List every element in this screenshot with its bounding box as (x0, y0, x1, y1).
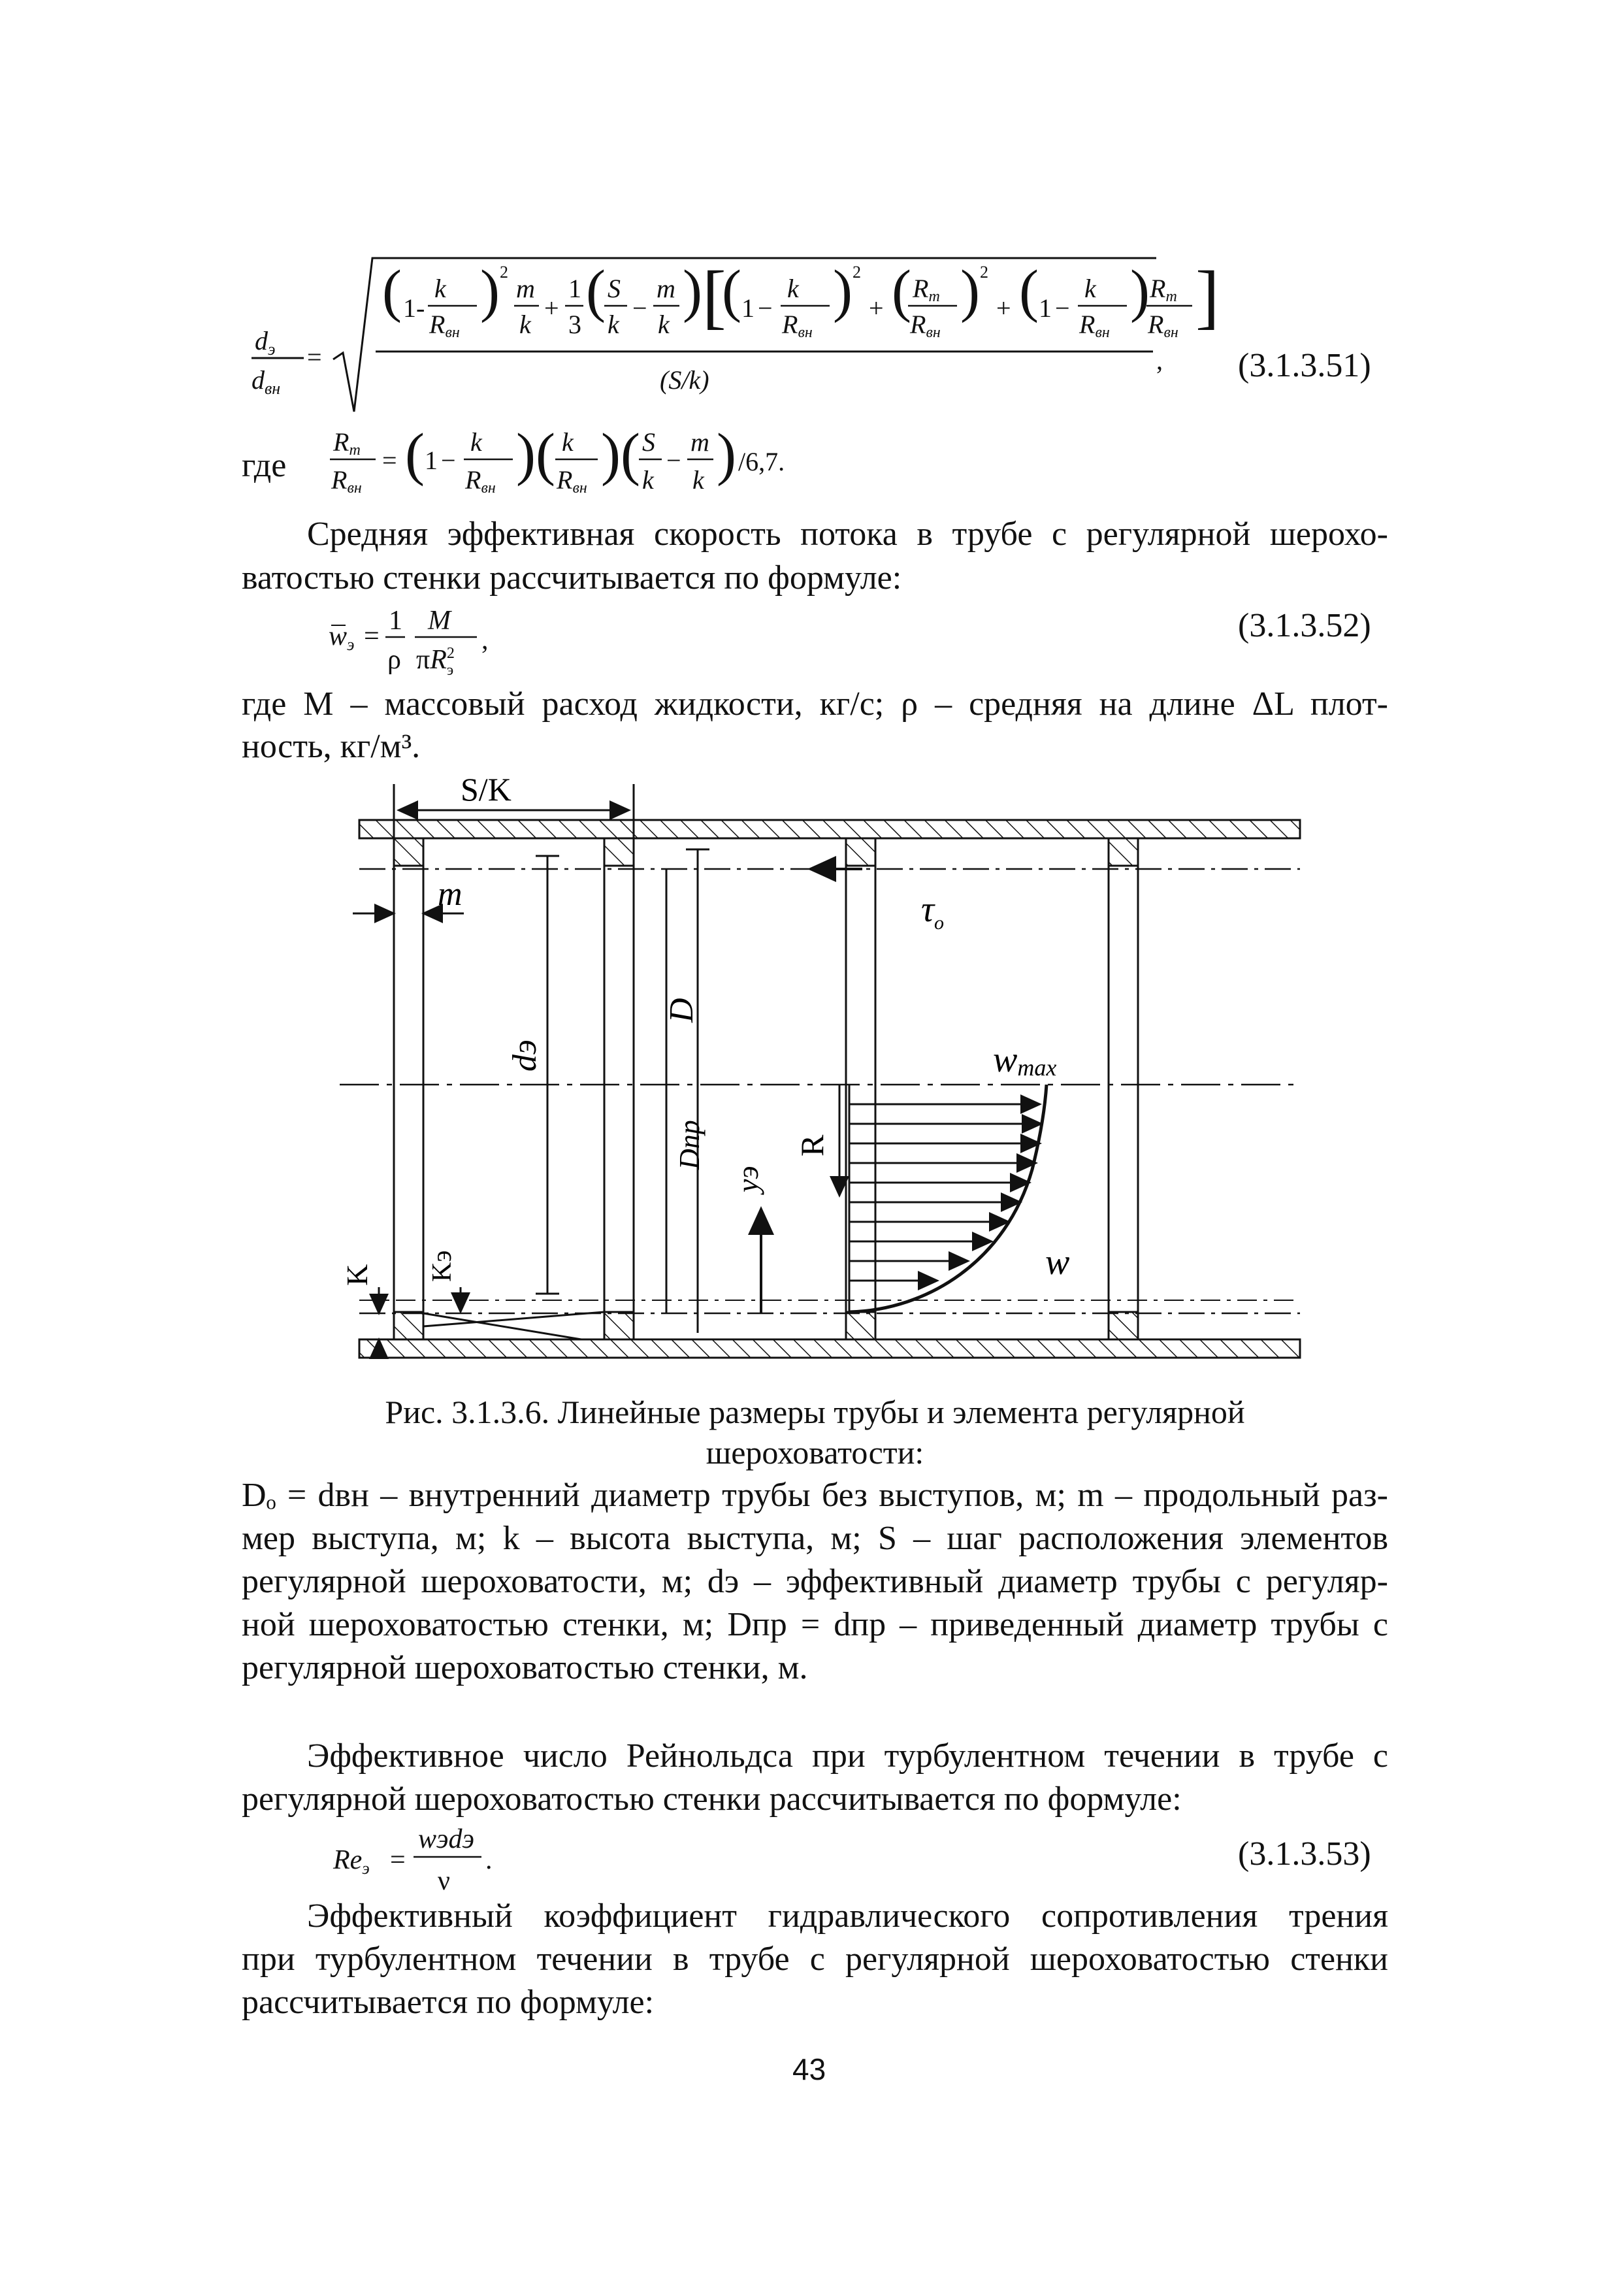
svg-text:(: ( (536, 422, 555, 487)
svg-text:Rm: Rm (1150, 274, 1177, 305)
svg-text:(: ( (892, 259, 911, 323)
para-friction-line2: при турбулентном течении в трубе с регулярной шероховатостью стенки (242, 1941, 1388, 1978)
svg-text:m: m (690, 427, 709, 457)
legend-line5: регулярной шероховатостью стенки, м. (242, 1649, 808, 1686)
legend-line1: Dₒ = dвн – внутренний диаметр трубы без выступов, м; m – продольный раз- (242, 1477, 1388, 1514)
svg-text:1: 1 (425, 446, 438, 475)
svg-text:,: , (481, 625, 489, 655)
svg-text:): ) (960, 259, 980, 323)
svg-text:+: + (544, 293, 559, 323)
svg-text:(: ( (586, 259, 606, 323)
svg-text:m: m (657, 274, 675, 303)
svg-text:(: ( (405, 422, 425, 487)
svg-text:(: ( (722, 259, 741, 323)
legend-line2: мер выступа, м; k – высота выступа, м; S – шаг расположения элементов (242, 1520, 1388, 1557)
svg-text:k: k (1084, 274, 1096, 303)
svg-text:=: = (364, 621, 380, 651)
svg-text:Rвн: Rвн (1148, 310, 1178, 341)
label-m: m (438, 876, 463, 913)
equation-number-51: (3.1.3.51) (1238, 347, 1371, 384)
svg-text:−: − (632, 293, 647, 323)
svg-text:+: + (996, 293, 1011, 323)
svg-text:): ) (717, 422, 736, 487)
svg-text:1: 1 (389, 606, 402, 636)
equation-number-53: (3.1.3.53) (1238, 1835, 1371, 1873)
para-friction-line1: Эффективный коэффициент гидравлического сопротивления трения (307, 1897, 1388, 1935)
lhs-numerator: $d_э$ (255, 326, 276, 359)
svg-text:ν: ν (438, 1866, 450, 1896)
svg-text:wэdэ: wэdэ (418, 1824, 475, 1854)
svg-text:Rвн: Rвн (331, 465, 362, 497)
svg-text:): ) (683, 259, 702, 323)
label-tau: $\tau_o$ (921, 889, 945, 934)
svg-text:Rвн: Rвн (910, 310, 941, 341)
para-friction-line3: рассчитывается по формуле: (242, 1984, 655, 2021)
svg-text:k: k (658, 310, 670, 339)
svg-text:): ) (601, 422, 621, 487)
formula-3-1-3-51 (242, 248, 1405, 418)
svg-text:wэ: wэ (329, 621, 355, 654)
label-Dpr: Dпр (674, 1120, 706, 1170)
svg-text:Rm: Rm (913, 274, 940, 305)
svg-text:.: . (485, 1845, 493, 1875)
svg-text:=: = (390, 1845, 406, 1875)
svg-text:Rвн: Rвн (429, 310, 460, 341)
svg-text:ρ: ρ (387, 645, 401, 675)
svg-text:1: 1 (741, 293, 755, 323)
svg-text:]: ] (1195, 256, 1220, 336)
label-D: D (663, 998, 700, 1023)
svg-text:): ) (480, 259, 500, 323)
where-52-line2: ность, кг/м³. (242, 728, 421, 765)
svg-text:k: k (562, 427, 574, 457)
svg-text:(: ( (1019, 259, 1039, 323)
svg-text:1: 1 (1039, 293, 1052, 323)
formula-rm-ratio (330, 418, 826, 510)
svg-text:Rвн: Rвн (782, 310, 813, 341)
formula-3-1-3-52 (323, 591, 532, 689)
page-number: 43 (792, 2052, 826, 2086)
velocity-profile (849, 1085, 1047, 1312)
legend-line4: ной шероховатостью стенки, м; Dпр = dпр – приведенный диаметр трубы с (242, 1606, 1388, 1643)
figure-caption-line1: Рис. 3.1.3.6. Линейные размеры трубы и элемента регулярной (385, 1394, 1245, 1430)
legend-line3: регулярной шероховатости, м; dэ – эффективный диаметр трубы с регуляр- (242, 1563, 1388, 1600)
para-velocity-line2: ватостью стенки рассчитывается по формуле: (242, 559, 902, 597)
svg-text:k: k (608, 310, 619, 339)
equation-number-52: (3.1.3.52) (1238, 607, 1371, 644)
svg-text:3: 3 (568, 310, 581, 339)
svg-text:=: = (382, 446, 397, 475)
where-label-51: где (242, 447, 287, 484)
svg-text:,: , (1156, 346, 1163, 375)
svg-text:Reэ: Reэ (333, 1845, 370, 1878)
svg-text:M: M (428, 606, 451, 636)
svg-text:Rm: Rm (333, 427, 361, 459)
para-reynolds-line1: Эффективное число Рейнольдса при турбулентном течении в трубе с (307, 1737, 1388, 1775)
svg-text:2: 2 (500, 263, 508, 282)
svg-text:): ) (516, 422, 536, 487)
svg-text:1: 1 (568, 274, 581, 303)
svg-text:=: = (307, 342, 322, 372)
svg-text:k: k (787, 274, 799, 303)
label-R: R (794, 1134, 830, 1156)
svg-text:Rвн: Rвн (1079, 310, 1110, 341)
svg-text:(: ( (382, 259, 402, 323)
svg-text:m: m (516, 274, 535, 303)
svg-text:(: ( (621, 422, 640, 487)
svg-text:k: k (434, 274, 446, 303)
svg-text:S: S (608, 274, 621, 303)
svg-text:1: 1 (403, 293, 416, 323)
label-ye: yэ (731, 1166, 764, 1192)
label-wmax: wmax (993, 1040, 1057, 1081)
svg-text:k: k (642, 465, 654, 495)
svg-text:k: k (692, 465, 704, 495)
formula-3-1-3-53 (330, 1816, 539, 1908)
svg-text:−: − (441, 446, 456, 475)
label-s-over-k: S/K (461, 771, 512, 808)
svg-text:): ) (1130, 259, 1150, 323)
svg-text:): ) (833, 259, 853, 323)
denominator-s-over-k: (S/k) (660, 365, 709, 395)
svg-text:k: k (519, 310, 531, 339)
svg-text:2: 2 (980, 263, 988, 282)
svg-text:−: − (666, 446, 681, 475)
svg-text:[: [ (702, 256, 726, 336)
label-w: w (1045, 1242, 1070, 1283)
figure-caption-line2: шероховатости: (706, 1434, 924, 1471)
svg-text:/6,7.: /6,7. (738, 447, 785, 476)
where-52-line1: где M – массовый расход жидкости, кг/с; ρ – средняя на длине ΔL плот- (242, 685, 1388, 723)
label-K: K (340, 1264, 374, 1286)
svg-text:−: − (758, 293, 773, 323)
lhs-denominator: $d_{вн}$ (252, 365, 281, 398)
svg-text:k: k (470, 427, 482, 457)
svg-text:Rвн: Rвн (557, 465, 587, 497)
pipe-roughness-figure (340, 764, 1320, 1392)
label-Ke: Kэ (427, 1250, 457, 1282)
svg-text:2: 2 (853, 263, 861, 282)
svg-text:−: − (1055, 293, 1070, 323)
svg-text:πR2э: $\pi R^2$ э (416, 645, 455, 679)
para-reynolds-line2: регулярной шероховатостью стенки рассчитывается по формуле: (242, 1780, 1182, 1818)
label-de: dэ (506, 1040, 544, 1072)
svg-text:+: + (869, 293, 884, 323)
svg-text:-: - (416, 293, 425, 323)
svg-text:S: S (642, 427, 655, 457)
para-velocity-line1: Средняя эффективная скорость потока в трубе с регулярной шерохо- (307, 516, 1388, 553)
svg-text:Rвн: Rвн (465, 465, 496, 497)
